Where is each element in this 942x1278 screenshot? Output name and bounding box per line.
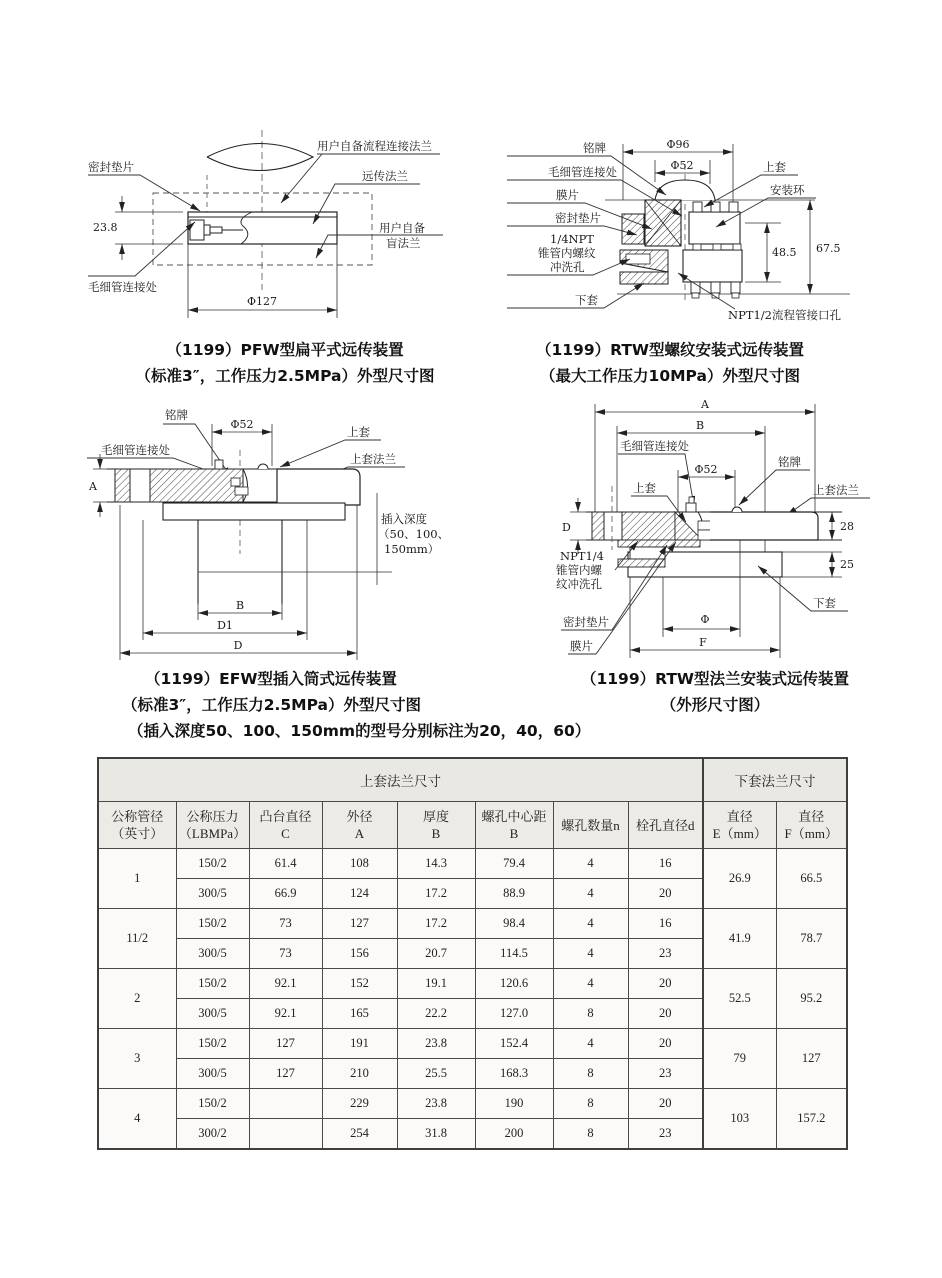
table-cell: 31.8 [397,1119,475,1150]
dim-f-label: F [699,636,707,649]
sensor-hatch-block [150,469,243,502]
nameplate-label: 铭牌 [165,408,188,422]
dim-d1-label: D1 [217,619,233,632]
flange-table-body [98,849,847,1150]
table-cell: 254 [322,1119,397,1150]
col-header-dia-e: 直径 E（mm） [703,802,776,849]
table-cell: 20.7 [397,939,475,969]
dia-e-cell: 52.5 [703,969,776,1029]
dia-e-cell: 26.9 [703,849,776,909]
dia-e-cell: 79 [703,1029,776,1089]
col-header-bolt-count: 螺孔数量n [553,802,628,849]
table-cell: 16 [628,849,703,879]
table-cell: 23 [628,1059,703,1089]
table-cell: 127 [322,909,397,939]
efw-caption-line1: （1199）EFW型插入筒式远传装置 [145,670,397,688]
dim-d52-label: Φ52 [694,463,718,476]
flush-hole-label-3: 冲洗孔 [550,260,585,274]
capillary-label: 毛细管连接处 [101,443,170,457]
table-row [98,909,847,939]
table-cell: 124 [322,879,397,909]
insert-depth-label-2: （50、100、 [378,527,450,541]
table-cell: 150/2 [176,909,249,939]
table-cell: 200 [475,1119,553,1150]
table-cell [249,1119,322,1150]
col-header-bolt-hole-dia: 栓孔直径d [628,802,703,849]
table-cell: 23 [628,939,703,969]
table-cell: 4 [553,849,628,879]
table-cell: 17.2 [397,909,475,939]
nameplate-label: 铭牌 [583,141,606,155]
pipe-size-cell: 2 [98,969,176,1029]
table-cell: 66.9 [249,879,322,909]
flush-hole-label-1: 1/4NPT [550,232,594,246]
table-cell: 150/2 [176,1029,249,1059]
efw-caption-line3: （插入深度50、100、150mm的型号分别标注为20，40，60） [128,722,591,740]
capillary-label: 毛细管连接处 [88,280,157,294]
table-cell: 98.4 [475,909,553,939]
col-header-pipe-size: 公称管径 （英寸） [98,802,176,849]
dim-d96-label: Φ96 [666,138,690,151]
table-cell: 120.6 [475,969,553,999]
table-row [98,849,847,879]
table-cell: 190 [475,1089,553,1119]
dim-d52-label: Φ52 [230,418,254,431]
capillary-label: 毛细管连接处 [620,439,689,453]
table-cell: 165 [322,999,397,1029]
dia-e-cell: 103 [703,1089,776,1150]
table-cell: 108 [322,849,397,879]
table-cell: 73 [249,939,322,969]
dim-a-label: A [89,480,97,493]
dim-diameter-label: Φ127 [246,295,278,308]
upper-sleeve-label: 上套 [347,425,370,439]
rtw-flange-caption-line1: （1199）RTW型法兰安装式远传装置 [580,670,850,688]
left-hatch-block [115,469,130,502]
dia-f-cell: 78.7 [776,909,847,969]
table-cell: 25.5 [397,1059,475,1089]
lower-sleeve-label: 下套 [575,293,598,307]
pipe-lens-shape [207,144,313,171]
table-cell: 127 [249,1059,322,1089]
table-cell: 156 [322,939,397,969]
dim-a-label: A [701,398,709,411]
dia-e-cell: 41.9 [703,909,776,969]
table-cell [249,1089,322,1119]
nameplate-label: 铭牌 [778,455,801,469]
dim-d52-label: Φ52 [670,159,694,172]
table-cell: 150/2 [176,969,249,999]
dim-phi-label: Φ [700,613,710,626]
rtw-flange-caption [555,666,875,718]
table-cell: 127.0 [475,999,553,1029]
dome-top [655,180,715,200]
dim-b-label: B [235,599,245,612]
table-column-header-row [98,802,847,849]
efw-caption-line2: （标准3″，工作压力2.5MPa）外型尺寸图 [122,696,421,714]
upper-sleeve-ring [689,202,740,244]
table-cell: 4 [553,969,628,999]
table-cell: 73 [249,909,322,939]
table-cell: 210 [322,1059,397,1089]
table-cell: 229 [322,1089,397,1119]
user-process-flange-label: 用户自备流程连接法兰 [317,139,432,153]
rtw-flange-caption-line2: （外形尺寸图） [660,696,770,714]
col-header-dia-f: 直径 F（mm） [776,802,847,849]
table-cell: 168.3 [475,1059,553,1089]
flush-hole-label-1: NPT1/4 [560,549,604,563]
dia-f-cell: 127 [776,1029,847,1089]
neck-slab [163,503,345,520]
nameplate-dome [258,464,268,469]
table-cell: 14.3 [397,849,475,879]
table-cell: 300/5 [176,999,249,1029]
table-cell: 4 [553,1029,628,1059]
nameplate-dome [732,507,742,512]
table-cell: 300/5 [176,879,249,909]
table-cell: 8 [553,1059,628,1089]
remote-flange-label: 远传法兰 [362,169,408,183]
table-cell: 150/2 [176,849,249,879]
upper-sleeve-flange-label: 上套法兰 [350,452,396,466]
col-header-pressure: 公称压力 （LBMPa） [176,802,249,849]
flush-hole-label-2: 锥管内螺纹 [538,246,596,260]
sensor-hatch-block [622,512,675,540]
dia-f-cell: 157.2 [776,1089,847,1150]
table-cell: 300/5 [176,939,249,969]
pipe-size-cell: 11/2 [98,909,176,969]
insert-depth-label-3: 150mm） [384,542,440,556]
table-cell: 114.5 [475,939,553,969]
flange-dimension-table [97,757,848,1150]
pipe-size-cell: 4 [98,1089,176,1150]
pipe-size-cell: 1 [98,849,176,909]
mounting-ring-label: 安装环 [770,183,805,197]
upper-sleeve-flange-body [277,469,360,505]
table-cell: 88.9 [475,879,553,909]
lower-sleeve-ring [683,244,742,298]
table-cell: 152 [322,969,397,999]
rtw-flange-diagram [530,382,922,664]
seal-gasket-label: 密封垫片 [555,211,601,225]
table-cell: 17.2 [397,879,475,909]
table-cell: 22.2 [397,999,475,1029]
efw-diagram [85,392,505,664]
table-cell: 20 [628,1029,703,1059]
diaphragm-label: 膜片 [556,188,579,202]
table-cell: 23 [628,1119,703,1150]
rtw-thread-diagram [505,122,915,334]
pfw-caption-line1: （1199）PFW型扁平式远传装置 [166,341,404,359]
table-row [98,969,847,999]
upper-sleeve-label: 上套 [763,160,786,174]
table-row [98,1029,847,1059]
table-cell: 16 [628,909,703,939]
col-header-boss-dia: 凸台直径 C [249,802,322,849]
dim-d-label: D [562,521,571,534]
table-cell: 300/2 [176,1119,249,1150]
rtw-thread-caption-line1: （1199）RTW型螺纹安装式远传装置 [535,341,805,359]
upper-flange-section-header: 上套法兰尺寸 [98,758,703,802]
table-cell: 20 [628,999,703,1029]
table-cell: 92.1 [249,999,322,1029]
seal-gasket-label: 密封垫片 [563,615,609,629]
table-cell: 8 [553,1119,628,1150]
diaphragm-label: 膜片 [570,639,593,653]
capillary-fitting [686,503,696,512]
table-cell: 8 [553,1089,628,1119]
table-cell: 150/2 [176,1089,249,1119]
upper-sleeve-flange-label: 上套法兰 [813,483,859,497]
col-header-outer-dia: 外径 A [322,802,397,849]
dia-f-cell: 95.2 [776,969,847,1029]
capillary-label: 毛细管连接处 [548,165,617,179]
table-cell: 191 [322,1029,397,1059]
upper-sleeve-label: 上套 [633,481,656,495]
lower-flange-section-header: 下套法兰尺寸 [703,758,847,802]
table-cell: 20 [628,1089,703,1119]
user-blind-flange-label-2: 盲法兰 [386,236,421,250]
user-blind-flange-label-1: 用户自备 [379,221,425,235]
upper-sleeve-flange-body [710,512,818,540]
dim-675-label: 67.5 [816,242,841,255]
table-cell: 79.4 [475,849,553,879]
pfw-caption-line2: （标准3″，工作压力2.5MPa）外型尺寸图 [135,367,435,385]
rtw-thread-caption-line2: （最大工作压力10MPa）外型尺寸图 [540,367,800,385]
insert-depth-label-1: 插入深度 [381,512,427,526]
pfw-caption [75,337,495,389]
dim-thickness-label: 23.8 [93,221,118,234]
pfw-diagram [85,126,505,334]
pipe-size-cell: 3 [98,1029,176,1089]
table-cell: 127 [249,1029,322,1059]
table-cell: 300/5 [176,1059,249,1089]
diaphragm-curve [243,469,248,502]
table-cell: 8 [553,999,628,1029]
process-port-label: NPT1/2流程管接口孔 [728,308,841,322]
dim-25-label: 25 [840,558,854,571]
flush-hole-label-3: 纹冲洗孔 [556,577,602,591]
table-cell: 92.1 [249,969,322,999]
dim-d-label: D [233,639,243,652]
table-cell: 23.8 [397,1029,475,1059]
table-cell: 4 [553,909,628,939]
dia-f-cell: 66.5 [776,849,847,909]
dim-485-label: 48.5 [772,246,797,259]
dim-b-label: B [695,419,705,432]
col-header-bolt-circle: 螺孔中心距 B [475,802,553,849]
table-row [98,1089,847,1119]
lower-sleeve-label: 下套 [813,596,836,610]
table-section-header-row [98,758,847,802]
seal-gasket-label: 密封垫片 [88,160,134,174]
table-cell: 61.4 [249,849,322,879]
table-cell: 19.1 [397,969,475,999]
dim-28-label: 28 [840,520,854,533]
table-cell: 20 [628,879,703,909]
table-cell: 20 [628,969,703,999]
col-header-thickness: 厚度 B [397,802,475,849]
table-cell: 4 [553,939,628,969]
flush-hole-label-2: 锥管内螺 [556,563,602,577]
table-cell: 23.8 [397,1089,475,1119]
table-cell: 4 [553,879,628,909]
table-cell: 152.4 [475,1029,553,1059]
